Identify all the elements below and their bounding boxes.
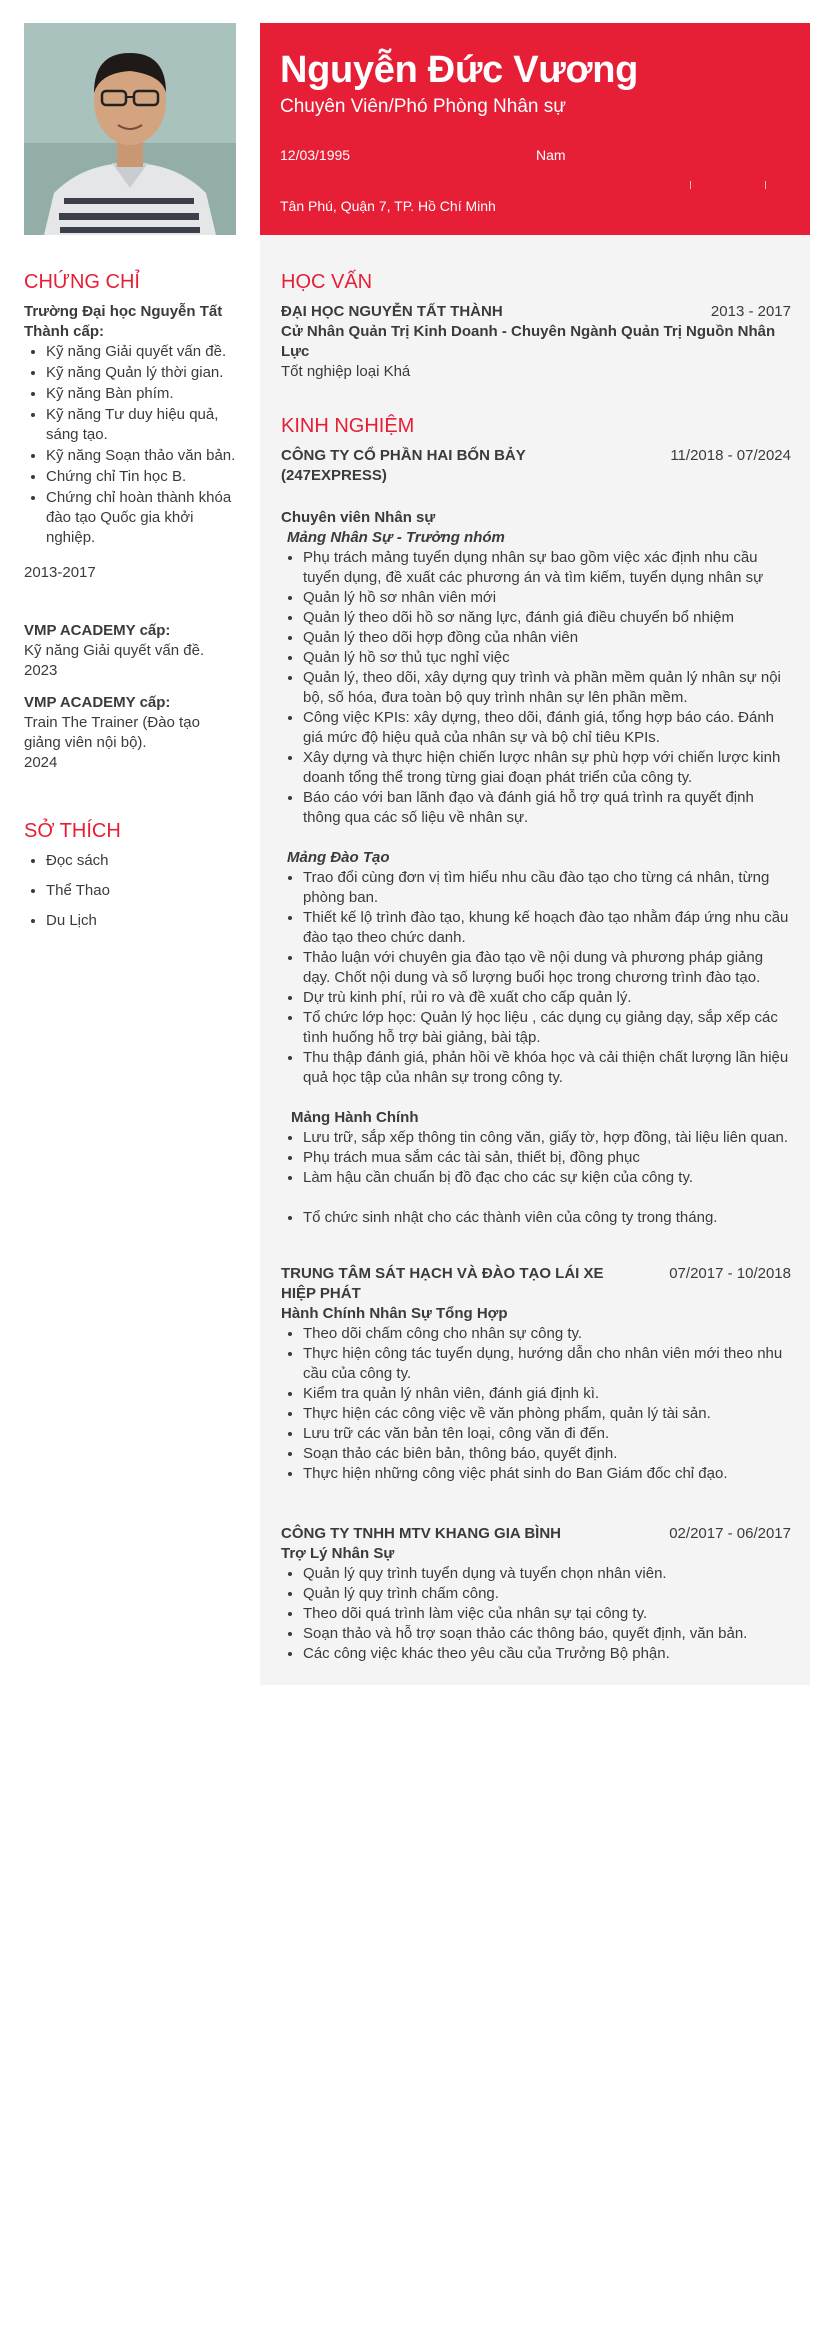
list-item: • Lưu trữ, sắp xếp thông tin công văn, giấy tờ, hợp đồng, tài liệu liên quan. <box>303 1128 791 1148</box>
list-item: • Chứng chỉ hoàn thành khóa đào tạo Quốc gia khởi nghiệp. <box>46 488 236 548</box>
list-item: • Thể Thao <box>46 881 236 901</box>
date-range: 07/2017 - 10/2018 <box>669 1265 791 1282</box>
school-name: ĐẠI HỌC NGUYỄN TẤT THÀNH <box>281 303 503 320</box>
list-item: • Tổ chức lớp học: Quản lý học liệu , các dụng cụ giảng dạy, sắp xếp các tình huống hỗ trợ bài giảng, bài tập. <box>303 1008 791 1048</box>
duty-list <box>281 1208 791 1228</box>
cert-year: 2023 <box>24 662 58 679</box>
grade: Tốt nghiệp loại Khá <box>281 363 411 380</box>
list-item: • Phụ trách mua sắm các tài sản, thiết bị, đồng phục <box>303 1148 791 1168</box>
job-area-title: Mảng Đào Tạo <box>287 849 390 866</box>
list-item: • Kỹ năng Quản lý thời gian. <box>46 363 236 383</box>
left-column <box>24 270 236 932</box>
cert-issuer: VMP ACADEMY cấp: <box>24 622 171 639</box>
section-heading: HỌC VẤN <box>281 271 373 293</box>
cert-list <box>24 342 236 548</box>
list-item: • Quản lý quy trình tuyển dụng và tuyển chọn nhân viên. <box>303 1564 791 1584</box>
hobby-list <box>24 851 236 931</box>
job-title: Chuyên Viên/Phó Phòng Nhân sự <box>280 96 566 117</box>
cert-name: Train The Trainer (Đào tạo giảng viên nội bộ). <box>24 714 200 751</box>
list-item: • Xây dựng và thực hiện chiến lược nhân sự phù hợp với chiến lược kinh doanh tổng thể trong từng giai đoạn phát triển của công ty. <box>303 748 791 788</box>
job-position: Trợ Lý Nhân Sự <box>281 1545 395 1562</box>
duty-list <box>281 868 791 1088</box>
full-name: Nguyễn Đức Vương <box>280 49 639 91</box>
address: Tân Phú, Quận 7, TP. Hồ Chí Minh <box>280 198 496 214</box>
cert-issuer: VMP ACADEMY cấp: <box>24 694 171 711</box>
list-item: • Trao đổi cùng đơn vị tìm hiểu nhu cầu đào tạo cho từng cá nhân, từng phòng ban. <box>303 868 791 908</box>
degree: Cử Nhân Quản Trị Kinh Doanh - Chuyên Ngành Quản Trị Nguồn Nhân Lực <box>281 323 776 360</box>
job-position: Hành Chính Nhân Sự Tổng Hợp <box>281 1305 508 1322</box>
divider-mark <box>690 181 691 189</box>
hobbies-section <box>24 819 236 931</box>
list-item: • Kiểm tra quản lý nhân viên, đánh giá định kì. <box>303 1384 791 1404</box>
profile-header <box>260 23 810 235</box>
date-range: 02/2017 - 06/2017 <box>669 1525 791 1542</box>
list-item: • Quản lý hồ sơ thủ tục nghỉ việc <box>303 648 791 668</box>
cert-year: 2024 <box>24 754 58 771</box>
company-name: CÔNG TY CỔ PHẦN HAI BỐN BẢY (247EXPRESS) <box>281 447 526 484</box>
company-name: CÔNG TY TNHH MTV KHANG GIA BÌNH <box>281 1525 561 1542</box>
list-item: • Phụ trách mảng tuyển dụng nhân sự bao gồm việc xác định nhu cầu tuyển dụng, đề xuất các phương án và tìm kiếm, tuyển dụng nhân sự <box>303 548 791 588</box>
section-heading: CHỨNG CHỈ <box>24 271 140 293</box>
list-item: • Chứng chỉ Tin học B. <box>46 467 236 487</box>
list-item: • Kỹ năng Bàn phím. <box>46 384 236 404</box>
section-heading: SỞ THÍCH <box>24 820 121 842</box>
list-item: • Thu thập đánh giá, phản hồi về khóa học và cải thiện chất lượng lần hiệu quả học tập của nhân sự trong công ty. <box>303 1048 791 1088</box>
list-item: • Quản lý theo dõi hồ sơ năng lực, đánh giá điều chuyển bổ nhiệm <box>303 608 791 628</box>
list-item: • Thảo luận với chuyên gia đào tạo về nội dung và phương pháp giảng dạy. Chốt nội dung và số lượng buổi học trong chương trình đào tạo. <box>303 948 791 988</box>
duty-list <box>281 1128 791 1188</box>
portrait-image <box>24 23 236 235</box>
list-item: • Soạn thảo các biên bản, thông báo, quyết định. <box>303 1444 791 1464</box>
list-item: • Quản lý theo dõi hợp đồng của nhân viên <box>303 628 791 648</box>
job-position: Chuyên viên Nhân sự <box>281 509 436 526</box>
education-section <box>281 270 791 382</box>
list-item: • Công việc KPIs: xây dựng, theo dõi, đánh giá, tổng hợp báo cáo. Đánh giá mức độ hiệu quả của nhân sự và bộ chỉ tiêu KPIs. <box>303 708 791 748</box>
job-entry <box>281 446 791 1228</box>
certificates-section <box>24 270 236 773</box>
list-item: • Đọc sách <box>46 851 236 871</box>
list-item: • Quản lý, theo dõi, xây dựng quy trình và phần mềm quản lý nhân sự nội bộ, số hóa, đưa toàn bộ quy trình nhân sự lên phần mềm. <box>303 668 791 708</box>
company-name: TRUNG TÂM SÁT HẠCH VÀ ĐÀO TẠO LÁI XE HIỆP PHÁT <box>281 1265 604 1302</box>
job-entry <box>281 1524 791 1664</box>
job-entry <box>281 1264 791 1484</box>
list-item: • Kỹ năng Giải quyết vấn đề. <box>46 342 236 362</box>
list-item: • Tổ chức sinh nhật cho các thành viên của công ty trong tháng. <box>303 1208 791 1228</box>
right-column <box>281 270 791 1664</box>
cert-year: 2013-2017 <box>24 564 96 581</box>
list-item: • Báo cáo với ban lãnh đạo và đánh giá hỗ trợ quá trình ra quyết định thông qua các số liệu về nhân sự. <box>303 788 791 828</box>
list-item: • Thực hiện những công việc phát sinh do Ban Giám đốc chỉ đạo. <box>303 1464 791 1484</box>
list-item: • Làm hậu cần chuẩn bị đồ đạc cho các sự kiện của công ty. <box>303 1168 791 1188</box>
list-item: • Quản lý hồ sơ nhân viên mới <box>303 588 791 608</box>
list-item: • Thực hiện công tác tuyển dụng, hướng dẫn cho nhân viên mới theo nhu cầu của công ty. <box>303 1344 791 1384</box>
list-item: • Soạn thảo và hỗ trợ soạn thảo các thông báo, quyết định, văn bản. <box>303 1624 791 1644</box>
duty-list <box>281 1564 791 1664</box>
list-item: • Kỹ năng Tư duy hiệu quả, sáng tạo. <box>46 405 236 445</box>
list-item: • Du Lịch <box>46 911 236 931</box>
job-area-title: Mảng Hành Chính <box>291 1109 419 1126</box>
experience-section <box>281 414 791 1664</box>
divider-mark <box>765 181 766 189</box>
gender: Nam <box>536 147 566 163</box>
list-item: • Kỹ năng Soạn thảo văn bản. <box>46 446 236 466</box>
job-area-title: Mảng Nhân Sự - Trưởng nhóm <box>287 529 505 546</box>
list-item: • Các công việc khác theo yêu cầu của Trưởng Bộ phận. <box>303 1644 791 1664</box>
cert-name: Kỹ năng Giải quyết vấn đề. <box>24 642 205 659</box>
duty-list <box>281 1324 791 1484</box>
list-item: • Thiết kế lộ trình đào tạo, khung kế hoạch đào tạo nhằm đáp ứng nhu cầu đào tạo theo chức danh. <box>303 908 791 948</box>
list-item: • Theo dõi quá trình làm việc của nhân sự tại công ty. <box>303 1604 791 1624</box>
section-heading: KINH NGHIỆM <box>281 415 415 437</box>
list-item: • Thực hiện các công việc về văn phòng phẩm, quản lý tài sản. <box>303 1404 791 1424</box>
cert-issuer: Trường Đại học Nguyễn Tất Thành cấp: <box>24 303 223 340</box>
list-item: • Quản lý quy trình chấm công. <box>303 1584 791 1604</box>
list-item: • Lưu trữ các văn bản tên loại, công văn đi đến. <box>303 1424 791 1444</box>
date-of-birth: 12/03/1995 <box>280 147 351 163</box>
duty-list <box>281 548 791 828</box>
date-range: 11/2018 - 07/2024 <box>670 447 791 464</box>
date-range: 2013 - 2017 <box>710 303 791 320</box>
list-item: • Dự trù kinh phí, rủi ro và đề xuất cho cấp quản lý. <box>303 988 791 1008</box>
list-item: • Theo dõi chấm công cho nhân sự công ty. <box>303 1324 791 1344</box>
profile-photo <box>24 23 236 235</box>
